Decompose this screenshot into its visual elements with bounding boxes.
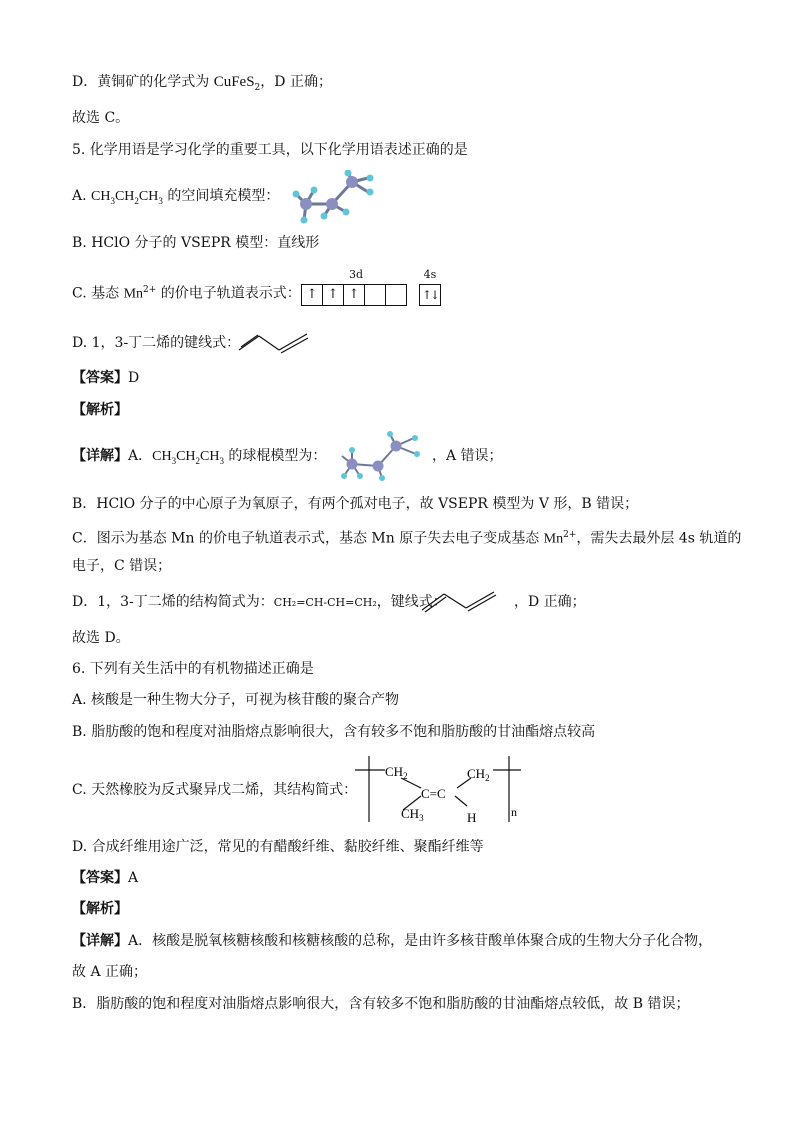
subscript: 2 <box>254 82 261 93</box>
orbital-4s-box: ↑↓ <box>419 284 441 306</box>
ion: Mn <box>123 286 144 302</box>
subscript: 3 <box>158 195 163 206</box>
propane-space-filling-model <box>290 170 382 228</box>
formula <box>91 189 163 204</box>
answer-value: A <box>128 870 139 886</box>
polyisoprene-structure <box>355 752 525 828</box>
detail-5-c-line2: 电子，C 错误； <box>72 558 172 574</box>
answer-tag: 【答案】 <box>72 870 128 886</box>
text: ，D 正确； <box>260 74 332 90</box>
detail-6-a-line2: 故 A 正确； <box>72 964 148 980</box>
text-line-choose-c: 故选 C。 <box>72 110 130 126</box>
text-line-d-formula <box>72 72 332 98</box>
detail-6-a-line1 <box>72 931 712 951</box>
text: D．黄铜矿的化学式为 <box>72 74 214 90</box>
repeat-n-label: n <box>511 805 517 819</box>
text: D．1，3-丁二烯的结构简式为： <box>72 594 274 610</box>
text: 的球棍模型为： <box>223 448 327 464</box>
question-5-option-c <box>72 280 301 305</box>
detail-6-b: B．脂肪酸的饱和程度对油脂熔点影响很大，含有较多不饱和脂肪酸的甘油酯熔点较低，故 B 错误； <box>72 996 690 1012</box>
question-6-option-a: A. 核酸是一种生物大分子，可视为核苷酸的聚合产物 <box>72 692 400 708</box>
text: CH <box>152 449 172 464</box>
text: CH <box>114 189 135 204</box>
text: CH <box>200 449 220 464</box>
text: CH <box>176 449 196 464</box>
detail-5-d <box>72 592 447 613</box>
question-5-option-b: B. HClO 分子的 VSEPR 模型：直线形 <box>72 235 320 251</box>
orbital-3d-boxes <box>301 284 407 306</box>
hydrogen-label: H <box>467 810 477 825</box>
detail-tag: 【详解】 <box>72 448 128 464</box>
detail-tag: 【详解】 <box>72 933 128 949</box>
question-6-option-d: D. 合成纤维用途广泛，常见的有醋酸纤维、黏胶纤维、聚酯纤维等 <box>72 839 484 855</box>
orbital-4s-label: 4s <box>423 268 437 281</box>
subscript: 3 <box>171 455 177 466</box>
formula <box>152 449 224 464</box>
answer-value: D <box>128 370 140 386</box>
question-5-option-a <box>72 186 279 211</box>
text: C. 基态 <box>72 285 124 302</box>
detail-5-d-verdict: ，D 正确； <box>514 594 586 610</box>
text: ，需失去最外层 4s 轨道的 <box>576 530 742 547</box>
answer-5 <box>72 368 139 388</box>
orbital-box <box>386 285 406 305</box>
superscript: 2+ <box>143 285 157 295</box>
butadiene-skeletal-formula-detail <box>420 588 500 614</box>
text: CH <box>138 189 159 204</box>
text: CH <box>91 189 111 204</box>
butadiene-skeletal-formula <box>237 330 313 354</box>
superscript: 2+ <box>563 530 577 540</box>
detail-5-a <box>72 446 326 471</box>
answer-tag: 【答案】 <box>72 370 128 386</box>
text: 的价电子轨道表示式： <box>156 285 301 302</box>
question-5-option-d: D. 1，3-丁二烯的键线式： <box>72 335 241 351</box>
question-6-option-b: B. 脂肪酸的饱和程度对油脂熔点影响很大，含有较多不饱和脂肪酸的甘油酯熔点较高 <box>72 724 596 740</box>
analysis-5-conclusion: 故选 D。 <box>72 630 130 646</box>
subscript: 2 <box>134 195 139 206</box>
analysis-5-heading: 【解析】 <box>72 402 128 418</box>
subscript: 3 <box>110 195 115 206</box>
orbital-box: ↑ <box>344 285 365 305</box>
text: ，键线式： <box>376 594 447 610</box>
orbital-box: ↑ <box>323 285 344 305</box>
orbital-box <box>365 285 386 305</box>
orbital-3d-label: 3d <box>348 268 364 281</box>
propane-ball-and-stick-model <box>336 430 428 482</box>
question-6-option-c: C. 天然橡胶为反式聚异戊二烯，其结构简式： <box>72 782 358 798</box>
text: 的空间填充模型： <box>162 188 280 204</box>
subscript: 3 <box>219 455 224 466</box>
ch3-label: $CH_3$ <box>401 806 424 823</box>
detail-5-c-line1 <box>72 525 741 550</box>
formula: CuFeS <box>213 74 255 90</box>
analysis-6-heading: 【解析】 <box>72 901 128 917</box>
ch2-left-label: $CH_2$ <box>385 764 408 781</box>
text: A．核酸是脱氧核糖核酸和核糖核酸的总称，是由许多核苷酸单体聚合成的生物大分子化合物， <box>128 933 713 949</box>
detail-5-b: B．HClO 分子的中心原子为氧原子，有两个孤对电子，故 VSEPR 模型为 V 形，B 错误； <box>72 496 639 512</box>
orbital-box: ↑ <box>302 285 323 305</box>
answer-6 <box>72 868 138 888</box>
ch2-right-label: $CH_2$ <box>467 766 490 783</box>
text: A. <box>72 188 92 204</box>
structural-formula: CH₂=CH-CH=CH₂ <box>273 596 377 609</box>
subscript: 2 <box>195 455 201 466</box>
text: C．图示为基态 Mn 的价电子轨道表示式，基态 Mn 原子失去电子变成基态 <box>72 530 544 547</box>
ion: Mn <box>543 531 564 547</box>
detail-5-a-verdict: ，A 错误； <box>432 448 503 464</box>
question-5-stem: 5. 化学用语是学习化学的重要工具，以下化学用语表述正确的是 <box>72 142 468 158</box>
double-bond-label: C=C <box>421 786 446 801</box>
question-6-stem: 6. 下列有关生活中的有机物描述正确是 <box>72 661 314 677</box>
text: A． <box>128 448 153 464</box>
